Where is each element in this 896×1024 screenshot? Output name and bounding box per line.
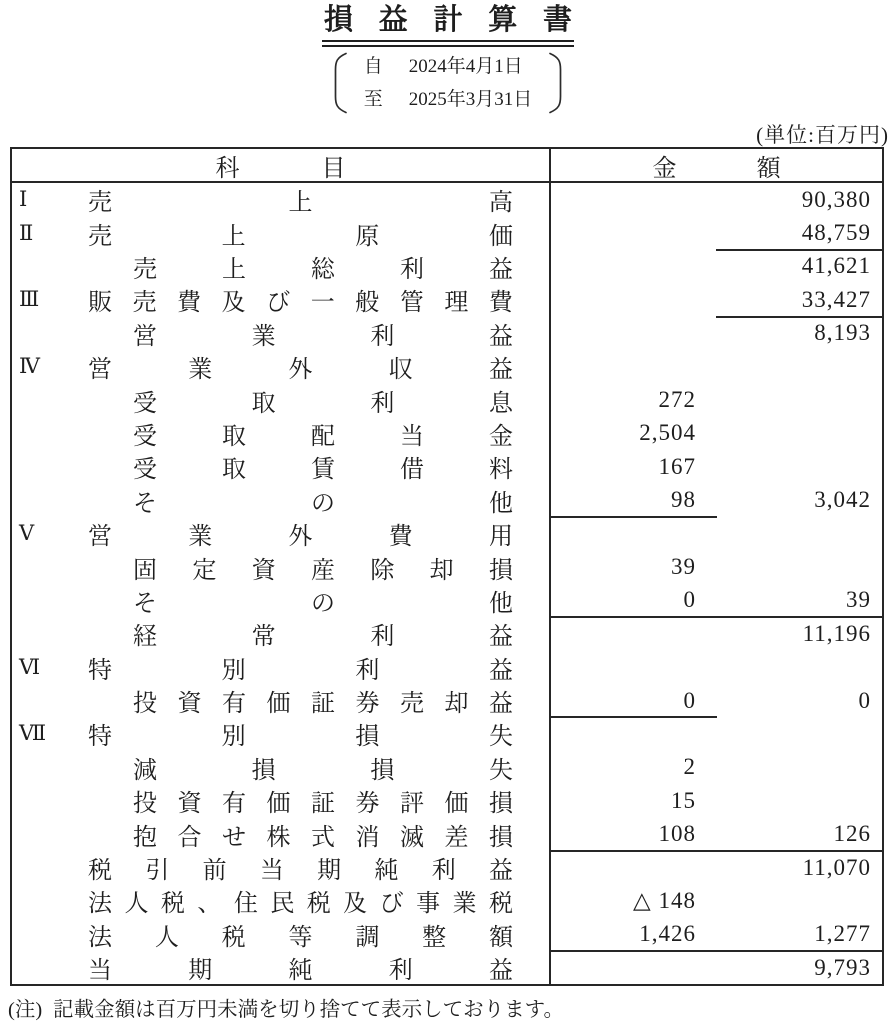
amount-outer [716,784,882,817]
amount-outer [716,717,882,750]
item-cell [12,283,551,316]
page-title: 損 益 計 算 書 [324,4,572,36]
row-numeral: Ⅴ [19,521,36,546]
amount-inner: △ 148 [633,887,696,913]
item-cell [12,918,551,951]
period-from [364,53,533,80]
row-label: 税 引 前 当 期 純 利 益 [88,858,513,885]
sum-rule [716,316,882,318]
table-row [12,951,882,984]
row-label: 法 人 税 等 調 整 額 [88,924,513,951]
amount-inner: 39 [671,553,696,579]
amount-inner [551,517,716,550]
amount-outer: 8,193 [814,320,871,346]
sum-rule [551,516,717,518]
amount-cell [551,684,882,717]
item-cell [12,684,551,717]
table-header-item [12,149,551,181]
table-row [12,450,882,483]
amount-cell [551,918,882,951]
amount-outer: 1,277 [814,921,871,947]
footnote [8,992,564,1022]
table-row [12,383,882,416]
table-row [12,550,882,583]
period-lines [350,52,547,114]
table-row [12,851,882,884]
item-cell [12,751,551,784]
row-label: 特 別 利 益 [88,657,513,684]
row-label: 受 取 利 息 [133,390,513,417]
row-numeral: Ⅱ [19,220,35,245]
amount-cell [551,350,882,383]
item-cell [12,951,551,984]
amount-outer [716,517,882,550]
footnote-text: 記載金額は百万円未満を切り捨てて表示しております。 [53,999,565,1021]
amount-outer: 126 [833,821,871,847]
item-cell [12,517,551,550]
amount-inner: 1,426 [639,921,696,947]
amount-inner [551,717,716,750]
item-cell [12,383,551,416]
item-cell [12,216,551,249]
sum-rule [551,716,717,718]
row-label: そ の 他 [133,490,513,517]
table-body [12,183,882,984]
sum-rule [551,850,882,852]
item-cell [12,484,551,517]
amount-cell [551,317,882,350]
item-cell [12,617,551,650]
amount-cell [551,550,882,583]
item-cell [12,250,551,283]
row-label: 営 業 外 収 益 [88,357,513,384]
amount-cell [551,851,882,884]
item-cell [12,183,551,216]
table-row [12,584,882,617]
amount-cell [551,417,882,450]
amount-outer: 11,196 [802,620,871,646]
amount-outer [716,383,882,416]
table-row [12,283,882,316]
amount-cell [551,751,882,784]
row-label: 営 業 外 費 用 [88,524,513,551]
table-header-item-label: 科 目 [215,155,346,182]
row-label: 投 資 有 価 証 券 評 価 損 [133,791,513,818]
amount-inner [551,851,716,884]
amount-inner [551,350,716,383]
row-label: 受 取 配 当 金 [133,423,513,450]
table-row [12,417,882,450]
table-row [12,751,882,784]
amount-inner: 167 [658,453,696,479]
amount-inner [551,216,716,249]
row-numeral: Ⅳ [19,354,41,379]
table-row [12,350,882,383]
amount-cell [551,484,882,517]
amount-inner: 108 [658,821,696,847]
amount-inner: 2 [683,754,696,780]
amount-outer [716,650,882,683]
item-cell [12,417,551,450]
amount-cell [551,817,882,850]
table-row [12,617,882,650]
amount-outer: 0 [858,687,871,713]
period-to [364,86,533,113]
item-cell [12,350,551,383]
row-label: 売 上 原 価 [88,223,513,250]
item-cell [12,650,551,683]
amount-inner [551,951,716,984]
amount-outer: 41,621 [801,253,871,279]
item-cell [12,884,551,917]
title-block [0,5,896,47]
row-label: 抱 合 せ 株 式 消 滅 差 損 [133,824,513,851]
amount-inner: 0 [683,587,696,613]
amount-inner: 98 [671,487,696,513]
amount-inner: 0 [683,687,696,713]
row-label: そ の 他 [133,590,513,617]
amount-inner [551,283,716,316]
amount-cell [551,617,882,650]
amount-outer [716,450,882,483]
item-cell [12,817,551,850]
amount-outer [716,350,882,383]
row-label: 売 上 高 [88,190,513,217]
amount-inner [551,617,716,650]
row-numeral: Ⅲ [19,287,41,312]
item-cell [12,550,551,583]
row-label: 減 損 損 失 [133,757,513,784]
amount-inner [551,183,716,216]
table-row [12,817,882,850]
table-row [12,484,882,517]
bracket-right-icon [546,52,566,114]
amount-cell [551,183,882,216]
amount-cell [551,717,882,750]
amount-inner [551,650,716,683]
row-label: 売 上 総 利 益 [133,256,513,283]
row-label: 販 売 費 及 び 一 般 管 理 費 [88,290,513,317]
footnote-marker: (注) [8,999,43,1021]
period-from-date: 2024年4月1日 [408,56,523,77]
amount-outer: 3,042 [814,487,871,513]
table-row [12,918,882,951]
row-label: 受 取 賃 借 料 [133,457,513,484]
amount-outer: 9,793 [814,954,871,980]
table-row [12,784,882,817]
item-cell [12,450,551,483]
table-row [12,717,882,750]
table-row [12,183,882,216]
amount-outer: 48,759 [801,220,871,246]
sum-rule [716,249,882,251]
amount-cell [551,216,882,249]
row-label: 営 業 利 益 [133,323,513,350]
amount-cell [551,283,882,316]
table-row [12,517,882,550]
item-cell [12,784,551,817]
amount-inner: 2,504 [639,420,696,446]
amount-outer [716,884,882,917]
table-row [12,684,882,717]
table-row [12,317,882,350]
unit-note: (単位:百万円) [756,123,889,147]
amount-inner: 272 [658,387,696,413]
amount-cell [551,951,882,984]
amount-cell [551,450,882,483]
amount-outer [716,550,882,583]
table-row [12,650,882,683]
amount-cell [551,517,882,550]
amount-cell [551,383,882,416]
amount-outer [716,417,882,450]
amount-outer: 39 [846,587,871,613]
amount-inner [551,250,716,283]
item-cell [12,317,551,350]
title-underline [322,5,574,47]
period-to-label: 至 [363,89,383,110]
item-cell [12,717,551,750]
accounting-period [0,52,896,114]
row-numeral: Ⅰ [19,187,29,212]
amount-inner [551,317,716,350]
sum-rule [551,616,882,618]
row-label: 固 定 資 産 除 却 損 [133,557,513,584]
table-header-row [12,149,882,183]
amount-outer: 90,380 [801,186,871,212]
item-cell [12,851,551,884]
amount-cell [551,884,882,917]
period-to-date: 2025年3月31日 [408,89,533,110]
row-label: 特 別 損 失 [88,724,513,751]
bracket-left-icon [330,52,350,114]
amount-cell [551,584,882,617]
income-statement-table [10,147,884,986]
row-label: 投 資 有 価 証 券 売 却 益 [133,691,513,718]
table-row [12,216,882,249]
row-numeral: Ⅵ [19,654,42,679]
amount-cell [551,650,882,683]
table-row [12,884,882,917]
amount-outer: 33,427 [801,286,871,312]
item-cell [12,584,551,617]
table-header-amount [551,149,882,181]
amount-outer: 11,070 [802,854,871,880]
sum-rule [551,950,882,952]
row-label: 経 常 利 益 [133,624,513,651]
row-label: 当 期 純 利 益 [88,958,513,985]
amount-cell [551,250,882,283]
amount-inner: 15 [671,787,696,813]
table-header-amount-label: 金 額 [652,155,781,182]
period-from-label: 自 [363,56,383,77]
row-label: 法 人 税 、 住 民 税 及 び 事 業 税 [88,891,513,918]
amount-outer [716,751,882,784]
row-numeral: Ⅶ [19,721,48,746]
amount-cell [551,784,882,817]
table-row [12,250,882,283]
